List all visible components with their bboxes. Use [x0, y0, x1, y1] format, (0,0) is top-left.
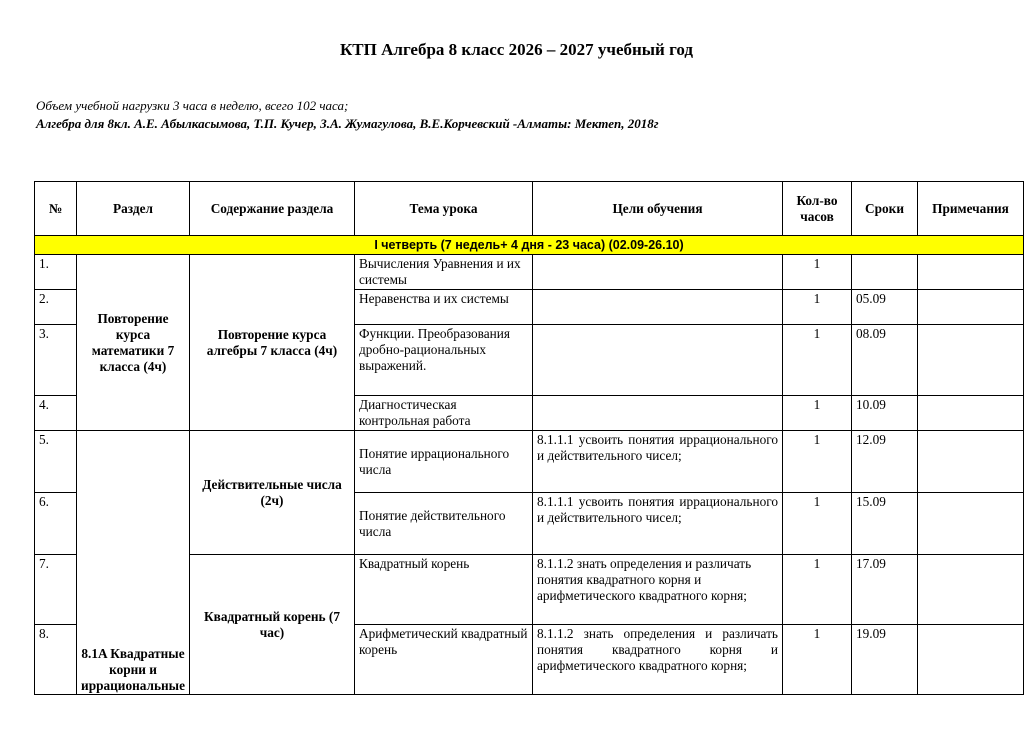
row-goal [533, 396, 783, 431]
row-note [918, 255, 1024, 290]
row-num: 7. [35, 555, 77, 625]
row-date: 19.09 [852, 625, 918, 695]
row-goal [533, 325, 783, 396]
textbook-info: Алгебра для 8кл. А.Е. Абылкасымова, Т.П. Кучер, З.А. Жумагулова, В.Е.Корчевский -Алматы: Мектеп, 2018г [36, 116, 659, 131]
row-note [918, 555, 1024, 625]
curriculum-table [34, 181, 1024, 695]
row-topic: Понятие иррационального числа [355, 431, 533, 493]
header-dates: Сроки [852, 182, 918, 236]
row-date: 12.09 [852, 431, 918, 493]
row-num: 5. [35, 431, 77, 493]
header-hours: Кол-во часов [783, 182, 852, 236]
section-cell: Повторение курса математики 7 класса (4ч) [77, 255, 190, 431]
row-hours: 1 [783, 396, 852, 431]
row-num: 6. [35, 493, 77, 555]
row-topic: Вычисления Уравнения и их системы [355, 255, 533, 290]
content-cell: Квадратный корень (7 час) [190, 555, 355, 695]
row-hours: 1 [783, 493, 852, 555]
row-note [918, 290, 1024, 325]
row-topic: Квадратный корень [355, 555, 533, 625]
row-goal: 8.1.1.2 знать определения и различать понятия квадратного корня и арифметического квадратного корня; [533, 555, 783, 625]
row-topic: Арифметический квадратный корень [355, 625, 533, 695]
row-num: 4. [35, 396, 77, 431]
row-hours: 1 [783, 255, 852, 290]
header-topic: Тема урока [355, 182, 533, 236]
row-num: 8. [35, 625, 77, 695]
row-goal: 8.1.1.1 усвоить понятия иррационального и действительного чисел; [533, 493, 783, 555]
row-date [852, 255, 918, 290]
row-note [918, 325, 1024, 396]
row-hours: 1 [783, 625, 852, 695]
row-goal: 8.1.1.1 усвоить понятия иррационального и действительного чисел; [533, 431, 783, 493]
load-info: Объем учебной нагрузки 3 часа в неделю, всего 102 часа; [36, 98, 349, 113]
table-row [35, 431, 1024, 493]
row-note [918, 625, 1024, 695]
row-goal [533, 290, 783, 325]
header-goals: Цели обучения [533, 182, 783, 236]
header-section: Раздел [77, 182, 190, 236]
row-hours: 1 [783, 325, 852, 396]
document-title: КТП Алгебра 8 класс 2026 – 2027 учебный год [339, 40, 694, 59]
row-goal [533, 255, 783, 290]
quarter-row [35, 236, 1024, 255]
row-date: 08.09 [852, 325, 918, 396]
row-hours: 1 [783, 431, 852, 493]
content-cell: Повторение курса алгебры 7 класса (4ч) [190, 255, 355, 431]
row-note [918, 431, 1024, 493]
section-cell: 8.1A Квадратные корни и иррациональные [77, 431, 190, 695]
header-num: № [35, 182, 77, 236]
row-hours: 1 [783, 290, 852, 325]
header-content: Содержание раздела [190, 182, 355, 236]
row-date: 17.09 [852, 555, 918, 625]
row-date: 10.09 [852, 396, 918, 431]
row-num: 3. [35, 325, 77, 396]
row-topic: Диагностическая контрольная работа [355, 396, 533, 431]
quarter-label: I четверть (7 недель+ 4 дня - 23 часа) (02.09-26.10) [35, 236, 1024, 255]
row-num: 1. [35, 255, 77, 290]
row-topic: Неравенства и их системы [355, 290, 533, 325]
row-note [918, 493, 1024, 555]
content-cell: Действительные числа (2ч) [190, 431, 355, 555]
row-note [918, 396, 1024, 431]
row-date: 15.09 [852, 493, 918, 555]
row-hours: 1 [783, 555, 852, 625]
header-notes: Примечания [918, 182, 1024, 236]
header-row [35, 182, 1024, 236]
row-date: 05.09 [852, 290, 918, 325]
table-row [35, 255, 1024, 290]
row-goal: 8.1.1.2 знать определения и различать понятия квадратного корня и арифметического квадратного корня; [533, 625, 783, 695]
row-topic: Функции. Преобразования дробно-рациональных выражений. [355, 325, 533, 396]
row-num: 2. [35, 290, 77, 325]
row-topic: Понятие действительного числа [355, 493, 533, 555]
